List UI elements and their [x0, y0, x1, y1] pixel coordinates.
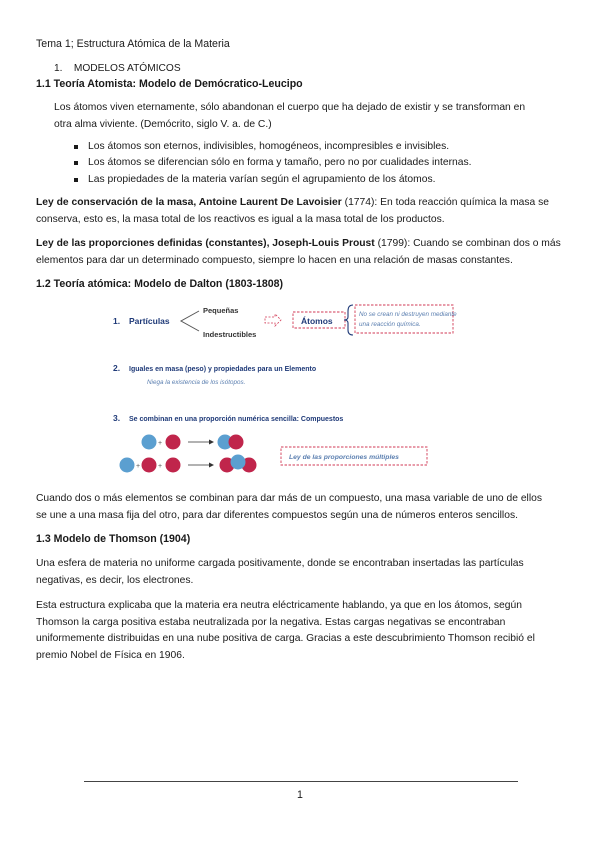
numbered-heading	[54, 63, 181, 74]
paragraph-line: uniformemente distribuidas en una nube positiva de carga. Gracias a este descubrimiento Thomson recibió el	[36, 633, 535, 645]
paragraph-line: negativas, es decir, los electrones.	[36, 574, 194, 586]
atomism-bullets	[72, 139, 552, 188]
svg-text:+: +	[158, 463, 163, 470]
figure-pequenas-label: Pequeñas	[203, 306, 239, 315]
figure-note-line2: una reacción química.	[359, 321, 421, 328]
lavoisier-text: : En toda reacción química la masa se	[374, 197, 549, 208]
thomson-paragraph-2	[36, 598, 566, 664]
quote-line: Los átomos viven eternamente, sólo abandonan el cuerpo que ha dejado de existir y se transforman en	[54, 102, 526, 113]
figure-note-line1: No se crean ni destruyen mediante	[359, 311, 457, 318]
paragraph-line: Thomson la carga positiva estaba neutralizada por la negativa. Estas cargas negativas se encontraban	[36, 616, 506, 628]
footer-divider	[84, 781, 518, 782]
paragraph-line: se une a una masa fija del otro, para dar diferentes compuestos según una de números enteros sencillos.	[36, 509, 518, 521]
list-heading: MODELOS ATÓMICOS	[73, 63, 181, 74]
lavoisier-paragraph	[36, 195, 564, 228]
proust-text-line2: elementos para dar un determinado compuesto, siempre lo hacen en una relación de masas constantes.	[36, 254, 513, 266]
paragraph-line: Cuando dos o más elementos se combinan para dar más de un compuesto, una masa variable de uno de ellos	[36, 493, 542, 504]
paragraph-line: premio Nobel de Física en 1906.	[36, 649, 185, 661]
dalton-model-figure	[105, 297, 457, 487]
red-atom-icon	[166, 458, 181, 473]
blue-atom-icon	[231, 455, 246, 470]
red-atom-icon	[142, 458, 157, 473]
list-item: Las propiedades de la materia varían según el agrupamiento de los átomos.	[72, 172, 552, 188]
branch-arrow-icon	[181, 311, 199, 331]
list-item: Los átomos son eternos, indivisibles, homogéneos, incompresibles e invisibles.	[72, 139, 552, 155]
democritus-quote	[54, 100, 564, 133]
figure-number-2: 2.	[113, 363, 121, 373]
lavoisier-text-line2: conserva, esto es, la masa total de los reactivos es igual a la masa total de los productos.	[36, 213, 445, 225]
figure-iguales-label: Iguales en masa (peso) y propiedades para un Elemento	[129, 366, 317, 373]
figure-number-1: 1.	[113, 316, 121, 326]
figure-atomos-label: Átomos	[301, 316, 333, 326]
list-item: Los átomos se diferencian sólo en forma y tamaño, pero no por cualidades internas.	[72, 155, 552, 171]
section-heading-1-1: 1.1 Teoría Atomista: Modelo de Demócratico-Leucipo	[36, 78, 303, 90]
blue-atom-icon	[120, 458, 135, 473]
red-atom-icon	[166, 435, 181, 450]
note-box	[355, 305, 453, 333]
figure-particulas-label: Partículas	[129, 316, 170, 326]
lavoisier-law-name: Ley de conservación de la masa, Antoine Laurent De Lavoisier	[36, 197, 342, 208]
quote-line: otra alma viviente. (Demócrito, siglo V. a. de C.)	[54, 118, 272, 130]
page-number: 1	[297, 789, 303, 801]
red-atom-icon	[229, 435, 244, 450]
svg-text:+: +	[136, 463, 141, 470]
section-heading-1-2: 1.2 Teoría atómica: Modelo de Dalton (1803-1808)	[36, 278, 284, 290]
section-heading-1-3: 1.3 Modelo de Thomson (1904)	[36, 533, 191, 545]
figure-indestructibles-label: Indestructibles	[203, 330, 257, 339]
figure-ley-multiples-label: Ley de las proporciones múltiples	[289, 454, 399, 461]
proust-text: : Cuando se combinan dos o más	[407, 238, 561, 249]
curly-brace-icon	[344, 305, 353, 335]
figure-niega-label: Niega la existencia de los isótopos.	[147, 379, 246, 386]
proust-law-name: Ley de las proporciones definidas (constantes), Joseph-Louis Proust	[36, 238, 375, 249]
right-arrow-icon	[265, 314, 281, 326]
thomson-paragraph-1	[36, 556, 566, 589]
blue-atom-icon	[142, 435, 157, 450]
figure-number-3: 3.	[113, 413, 121, 423]
paragraph-line: Una esfera de materia no uniforme cargada positivamente, donde se encontraban insertadas las partículas	[36, 558, 524, 569]
document-title: Tema 1; Estructura Atómica de la Materia	[36, 38, 230, 50]
proust-paragraph	[36, 236, 564, 269]
figure-combinan-label: Se combinan en una proporción numérica sencilla: Compuestos	[129, 416, 344, 423]
paragraph-line: Esta estructura explicaba que la materia era neutra eléctricamente hablando, ya que en los átomos, según	[36, 600, 522, 611]
dalton-paragraph	[36, 491, 566, 524]
list-number: 1.	[54, 63, 63, 74]
svg-text:+: +	[158, 440, 163, 447]
lavoisier-year: (1774)	[341, 197, 375, 208]
proust-year: (1799)	[374, 238, 408, 249]
